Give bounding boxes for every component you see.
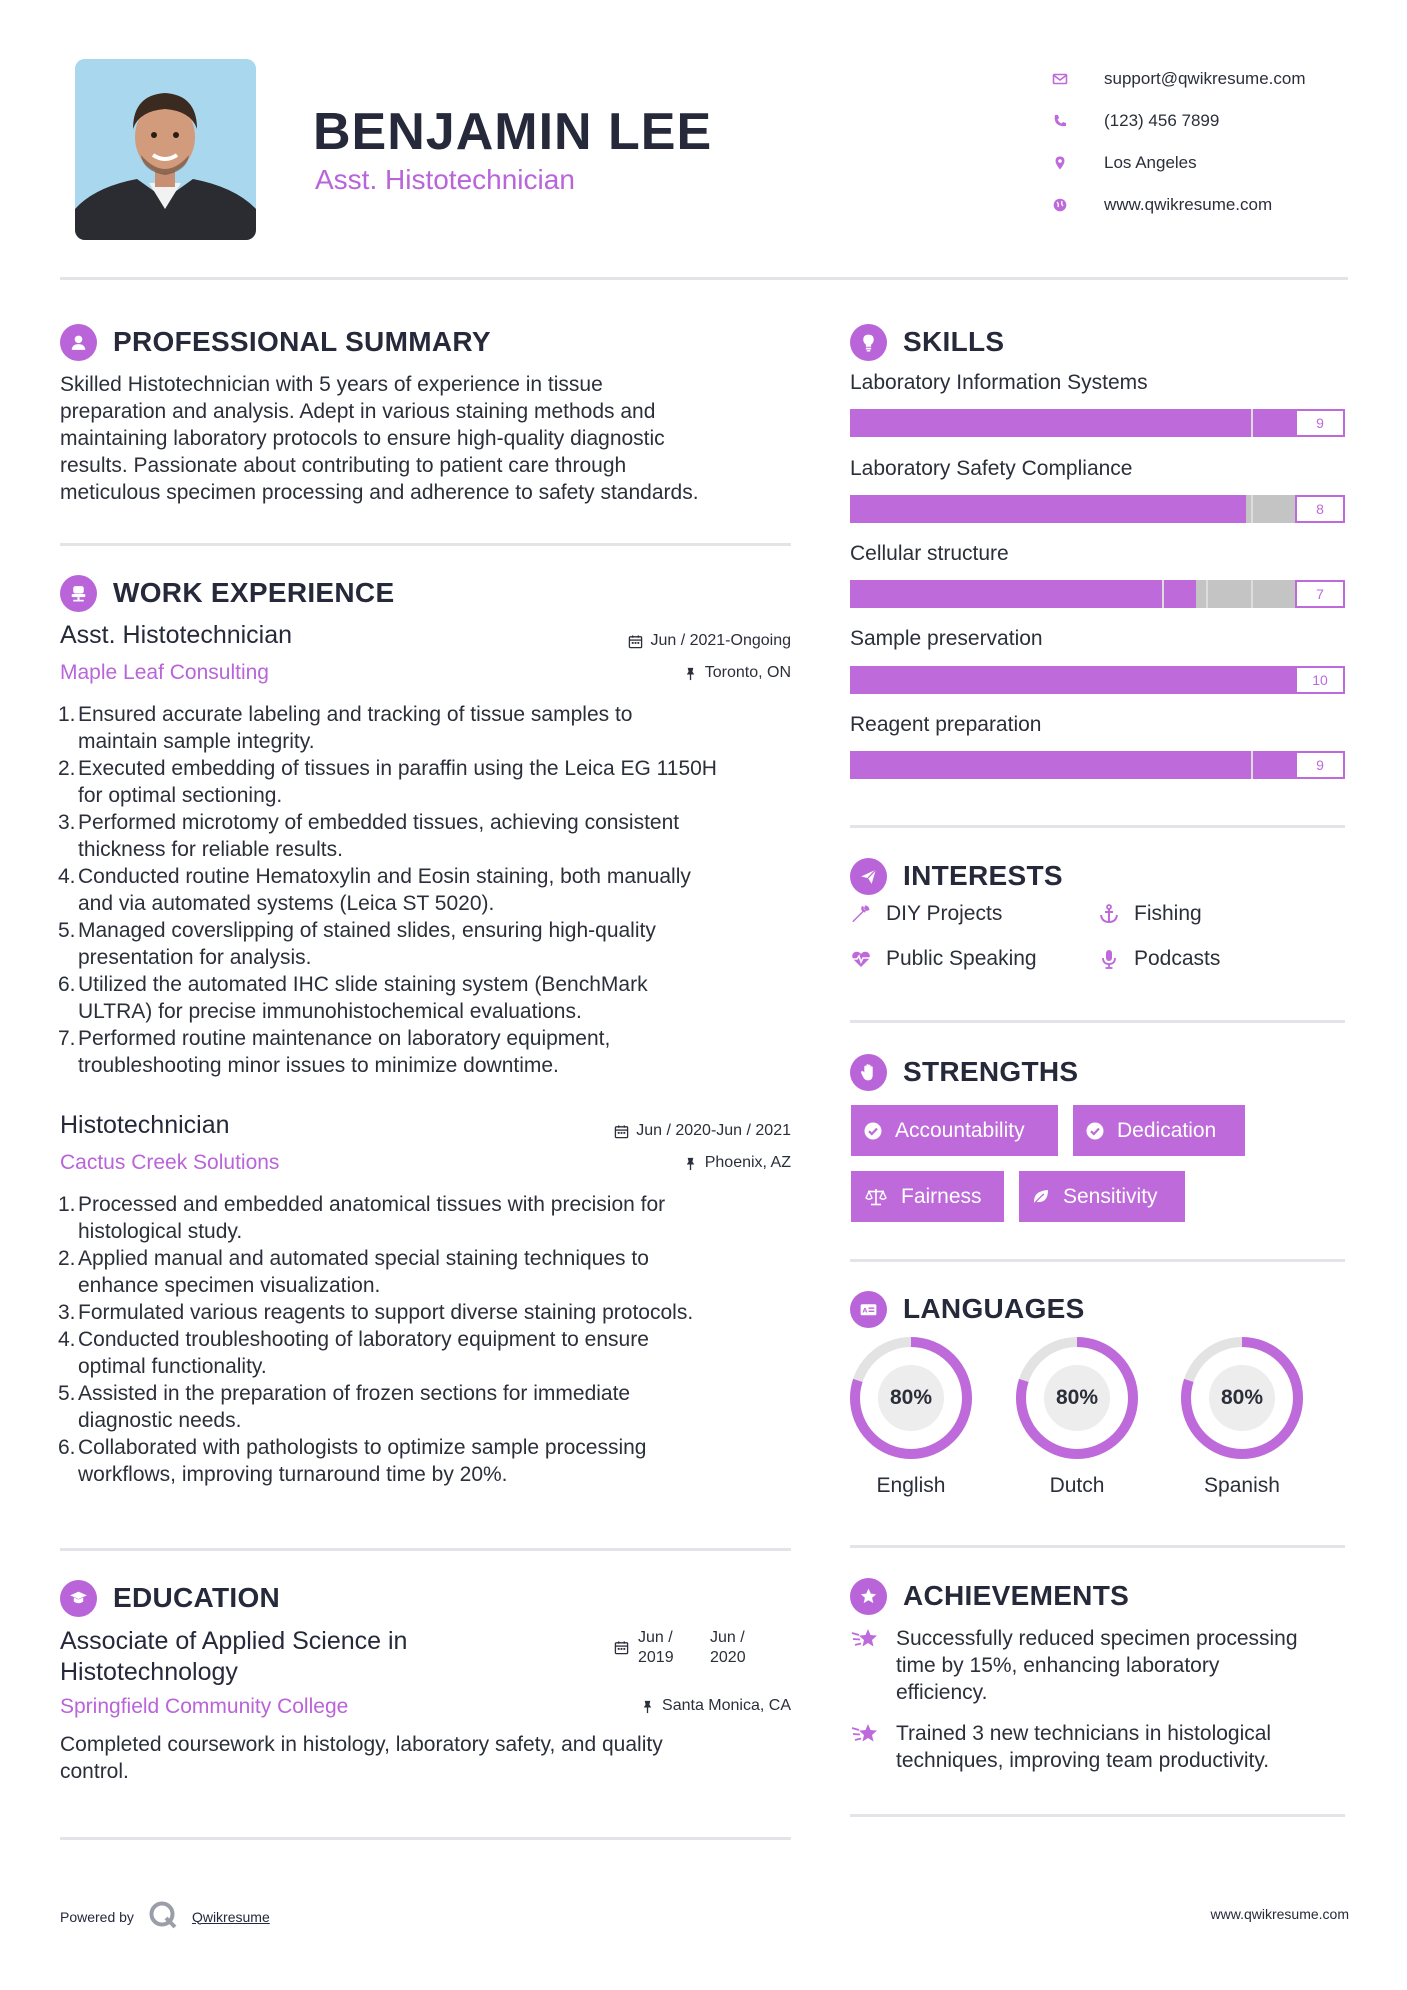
list-item: 4. Conducted troubleshooting of laboratory equipment to ensure optimal functionality. xyxy=(58,1328,649,1378)
skill-bar xyxy=(850,666,1345,694)
pushpin-icon xyxy=(640,1699,655,1714)
education-description: Completed coursework in histology, laboratory safety, and quality control. xyxy=(60,1733,663,1783)
location-pin-icon xyxy=(1050,155,1086,171)
skill-fill xyxy=(850,751,1295,779)
skills-heading xyxy=(850,322,1004,362)
skill-value: 9 xyxy=(1295,409,1345,437)
education-date-end: Jun / 2020 xyxy=(710,1629,746,1666)
skill-fill xyxy=(850,495,1246,523)
candidate-name: BENJAMIN LEE xyxy=(313,103,713,161)
skill-segment xyxy=(1251,495,1253,523)
summary-heading xyxy=(60,322,491,362)
summary-line: results. Passionate about contributing to patient care through xyxy=(60,454,627,477)
summary-title: PROFESSIONAL SUMMARY xyxy=(113,326,491,357)
achievement-text: Successfully reduced specimen processing time by 15%, enhancing laboratory efficiency. xyxy=(896,1627,1298,1704)
pushpin-icon xyxy=(683,666,698,681)
interest-item: Public Speaking xyxy=(850,947,1037,971)
interests-divider xyxy=(850,1020,1345,1023)
skill-value: 7 xyxy=(1295,580,1345,608)
list-item: 6. Utilized the automated IHC slide staining system (BenchMark ULTRA) for precise immunohistochemical evaluations. xyxy=(58,973,648,1023)
interest-item: Fishing xyxy=(1098,902,1202,926)
list-item: 5. Assisted in the preparation of frozen sections for immediate diagnostic needs. xyxy=(58,1382,631,1432)
skill-name: Sample preservation xyxy=(850,627,1043,650)
briefcase-chair-icon xyxy=(60,575,97,612)
list-item: 6. Collaborated with pathologists to optimize sample processing workflows, improving turnaround time by 20%. xyxy=(58,1436,647,1486)
contact-phone-text: (123) 456 7899 xyxy=(1104,111,1220,130)
contact-website[interactable] xyxy=(1050,184,1380,226)
qwikresume-link[interactable]: Qwikresume xyxy=(191,1908,270,1925)
svg-text:A: A xyxy=(862,1307,868,1315)
summary-text xyxy=(60,371,800,506)
achievement-item xyxy=(850,1625,1350,1706)
list-item: 7. Performed routine maintenance on laboratory equipment, troubleshooting minor issues to minimize downtime. xyxy=(58,1027,611,1077)
lightbulb-icon xyxy=(850,324,887,361)
skill-fill xyxy=(850,409,1295,437)
education-dates xyxy=(614,1628,746,1668)
pushpin-icon xyxy=(683,1156,698,1171)
strengths-heading xyxy=(850,1052,1078,1092)
education-location xyxy=(500,1697,791,1715)
candidate-role: Asst. Histotechnician xyxy=(315,164,575,195)
job-location xyxy=(500,1154,791,1172)
education-heading xyxy=(60,1578,280,1618)
summary-line: Skilled Histotechnician with 5 years of experience in tissue xyxy=(60,373,603,396)
achievements-divider xyxy=(850,1814,1345,1817)
achievements-title: ACHIEVEMENTS xyxy=(903,1580,1130,1611)
summary-line: preparation and analysis. Adept in various staining methods and xyxy=(60,400,656,423)
skill-bar xyxy=(850,409,1345,437)
language-percent: 80% xyxy=(1220,1386,1264,1409)
languages-divider xyxy=(850,1545,1345,1548)
shooting-star-icon xyxy=(850,1625,880,1655)
contact-website-text: www.qwikresume.com xyxy=(1104,195,1273,214)
strength-tag: Dedication xyxy=(1073,1105,1245,1156)
header-divider xyxy=(60,277,1348,280)
language-card-icon xyxy=(850,1291,887,1328)
language-percent: 80% xyxy=(889,1386,933,1409)
school-name: Springfield Community College xyxy=(60,1695,349,1718)
calendar-icon xyxy=(614,1124,629,1139)
calendar-icon xyxy=(614,1640,629,1655)
skill-segment xyxy=(1162,580,1164,608)
job-duties-list xyxy=(60,1191,800,1488)
graduate-icon xyxy=(60,1580,97,1617)
leaf-icon xyxy=(1031,1187,1051,1207)
education-date-start: Jun / 2019 xyxy=(638,1629,674,1666)
skill-name: Laboratory Information Systems xyxy=(850,371,1148,394)
skill-segment xyxy=(1251,751,1253,779)
strength-tag: Fairness xyxy=(851,1171,1004,1222)
achievement-item xyxy=(850,1720,1350,1774)
skill-segment xyxy=(1251,409,1253,437)
check-circle-icon xyxy=(863,1121,883,1141)
strengths-divider xyxy=(850,1259,1345,1262)
skill-fill xyxy=(850,580,1196,608)
skill-bar xyxy=(850,580,1345,608)
qwikresume-logo-icon xyxy=(148,1900,178,1933)
languages-title: LANGUAGES xyxy=(903,1293,1085,1324)
job-company: Cactus Creek Solutions xyxy=(60,1151,280,1174)
skill-fill xyxy=(850,666,1345,694)
contact-email[interactable] xyxy=(1050,58,1380,100)
interest-item: Podcasts xyxy=(1098,947,1220,971)
skills-divider xyxy=(850,825,1345,828)
job-date xyxy=(500,632,791,650)
job-location-text: Phoenix, AZ xyxy=(704,1154,791,1171)
experience-title: WORK EXPERIENCE xyxy=(113,577,395,608)
skills-title: SKILLS xyxy=(903,326,1005,357)
language-name: English xyxy=(876,1474,946,1497)
job-location-text: Toronto, ON xyxy=(704,664,791,681)
skill-value: 8 xyxy=(1295,495,1345,523)
powered-by xyxy=(60,1900,270,1933)
languages-heading xyxy=(850,1289,1085,1329)
summary-line: maintaining laboratory protocols to ensure high-quality diagnostic xyxy=(60,427,665,450)
interest-item: DIY Projects xyxy=(850,902,1002,926)
shooting-star-icon xyxy=(850,1720,880,1750)
microphone-icon xyxy=(1098,948,1120,970)
skill-bar xyxy=(850,495,1345,523)
list-item: 1. Ensured accurate labeling and tracking of tissue samples to maintain sample integrity. xyxy=(58,703,633,753)
job-company: Maple Leaf Consulting xyxy=(60,661,269,684)
language-item xyxy=(849,1336,973,1497)
contact-phone[interactable] xyxy=(1050,100,1380,142)
job-duties-list xyxy=(60,701,800,1079)
experience-heading xyxy=(60,573,394,613)
experience-divider xyxy=(60,1548,791,1551)
skill-value: 10 xyxy=(1295,666,1345,694)
language-item xyxy=(1180,1336,1304,1497)
list-item: 5. Managed coverslipping of stained slides, ensuring high-quality presentation for analysis. xyxy=(58,919,656,969)
contact-location-text: Los Angeles xyxy=(1104,153,1197,172)
achievements-heading xyxy=(850,1576,1129,1616)
language-item xyxy=(1015,1336,1139,1497)
skill-value: 9 xyxy=(1295,751,1345,779)
list-item: 3. Performed microtomy of embedded tissues, achieving consistent thickness for reliable results. xyxy=(58,811,680,861)
list-item: 1. Processed and embedded anatomical tissues with precision for histological study. xyxy=(58,1193,666,1243)
list-item: 3. Formulated various reagents to support diverse staining protocols. xyxy=(58,1301,694,1324)
summary-divider xyxy=(60,543,791,546)
skill-name: Laboratory Safety Compliance xyxy=(850,457,1133,480)
job-date-text: Jun / 2020-Jun / 2021 xyxy=(636,1122,791,1139)
balance-scale-icon xyxy=(863,1187,889,1207)
phone-icon xyxy=(1050,113,1086,129)
footer-url[interactable]: www.qwikresume.com xyxy=(1210,1906,1349,1922)
education-title: EDUCATION xyxy=(113,1582,281,1613)
contact-list xyxy=(1050,58,1380,226)
interests-title: INTERESTS xyxy=(903,860,1063,891)
user-icon xyxy=(60,324,97,361)
language-percent: 80% xyxy=(1055,1386,1099,1409)
education-location-text: Santa Monica, CA xyxy=(662,1697,791,1714)
mail-icon xyxy=(1050,71,1086,87)
language-name: Dutch xyxy=(1049,1474,1105,1497)
wrench-icon xyxy=(850,903,872,925)
anchor-icon xyxy=(1098,903,1120,925)
interests-heading xyxy=(850,856,1063,896)
skill-segment xyxy=(1251,580,1253,608)
paper-plane-icon xyxy=(850,858,887,895)
strength-tag: Accountability xyxy=(851,1105,1058,1156)
hand-icon xyxy=(850,1054,887,1091)
list-item: 2. Executed embedding of tissues in paraffin using the Leica EG 1150H for optimal sectioning. xyxy=(58,757,717,807)
heartbeat-icon xyxy=(850,948,872,970)
skill-name: Cellular structure xyxy=(850,542,1009,565)
skill-segment xyxy=(1206,580,1208,608)
degree-title: Associate of Applied Science in Histotechnology xyxy=(60,1627,408,1686)
job-title: Histotechnician xyxy=(60,1111,230,1139)
strength-tag: Sensitivity xyxy=(1019,1171,1185,1222)
achievement-text: Trained 3 new technicians in histological techniques, improving team productivity. xyxy=(896,1722,1272,1772)
powered-by-label: Powered by xyxy=(60,1908,134,1925)
star-badge-icon xyxy=(850,1578,887,1615)
list-item: 4. Conducted routine Hematoxylin and Eosin staining, both manually and via automated systems (Leica ST 5020). xyxy=(58,865,691,915)
job-date xyxy=(500,1122,791,1140)
calendar-icon xyxy=(628,634,643,649)
skill-bar xyxy=(850,751,1345,779)
job-date-text: Jun / 2021-Ongoing xyxy=(650,632,791,649)
list-item: 2. Applied manual and automated special staining techniques to enhance specimen visualization. xyxy=(58,1247,649,1297)
job-location xyxy=(500,664,791,682)
contact-email-text: support@qwikresume.com xyxy=(1104,69,1306,88)
summary-line: meticulous specimen processing and adherence to safety standards. xyxy=(60,481,699,504)
education-divider xyxy=(60,1837,791,1840)
job-title: Asst. Histotechnician xyxy=(60,621,293,649)
profile-photo xyxy=(75,59,256,240)
skill-name: Reagent preparation xyxy=(850,713,1042,736)
globe-icon xyxy=(1050,197,1086,213)
strengths-title: STRENGTHS xyxy=(903,1056,1079,1087)
contact-location xyxy=(1050,142,1380,184)
check-circle-icon xyxy=(1085,1121,1105,1141)
language-name: Spanish xyxy=(1204,1474,1280,1497)
